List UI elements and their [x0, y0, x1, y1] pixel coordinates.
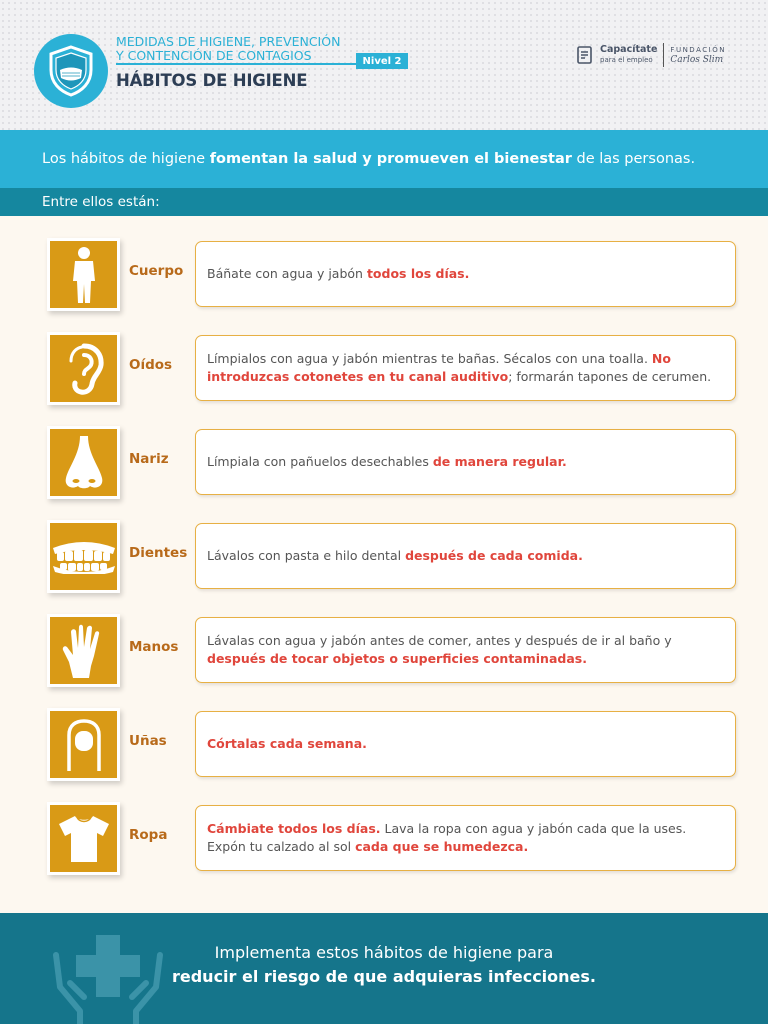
habit-description: [195, 429, 736, 495]
capacitate-logo: Capacítate para el empleo: [600, 44, 658, 64]
fundacion-logo: FUNDACIÓN Carlos Slim: [670, 46, 726, 65]
habit-row: [0, 235, 768, 315]
nail-icon: [47, 708, 120, 781]
highlight-text: No introduzcas cotonetes en tu canal auditivo: [207, 351, 671, 384]
habit-row: [0, 799, 768, 879]
person-icon: [47, 238, 120, 311]
partner-logos: [576, 42, 726, 68]
description-text: ; formarán tapones de cerumen.: [508, 369, 712, 384]
habit-label: Ropa: [129, 827, 168, 843]
highlight-text: Córtalas cada semana.: [207, 736, 367, 751]
page-header: [0, 0, 768, 130]
habit-row: [0, 517, 768, 597]
logo-divider: [663, 43, 664, 67]
habit-label: Manos: [129, 639, 179, 655]
highlight-text: todos los días.: [366, 266, 470, 281]
hand-icon: [47, 614, 120, 687]
capacitate-logo-icon: [576, 45, 594, 65]
habit-row: [0, 611, 768, 691]
habit-label: Dientes: [129, 545, 188, 561]
footer-line-1: Implementa estos hábitos de higiene para: [214, 943, 554, 962]
description-text: Lávalas con agua y jabón antes de comer, antes y después de ir al baño y: [207, 633, 672, 648]
habit-label: Nariz: [129, 451, 169, 467]
intro-subheading: Entre ellos están:: [0, 188, 768, 216]
habit-row: [0, 705, 768, 785]
habit-description: [195, 241, 736, 307]
shield-mask-icon: [34, 34, 108, 108]
description-text: Lávalos con pasta e hilo dental: [207, 548, 406, 563]
page-title: HÁBITOS DE HIGIENE: [116, 71, 308, 90]
habit-description: [195, 805, 736, 871]
highlight-text: de manera regular.: [432, 454, 567, 469]
header-divider: [116, 63, 356, 65]
ear-icon: [47, 332, 120, 405]
banner-text: Los hábitos de higiene fomentan la salud y promueven el bienestar de las personas.: [42, 151, 696, 167]
intro-banner: [0, 130, 768, 188]
highlight-text: después de tocar objetos o superficies contaminadas.: [207, 651, 587, 666]
footer-banner: [0, 913, 768, 1024]
nose-icon: [47, 426, 120, 499]
teeth-icon: [47, 520, 120, 593]
habit-label: Oídos: [129, 357, 173, 373]
description-text: Límpialos con agua y jabón mientras te bañas. Sécalos con una toalla.: [207, 351, 652, 366]
highlight-text: Cámbiate todos los días.: [207, 821, 381, 836]
header-subtitle: MEDIDAS DE HIGIENE, PREVENCIÓN Y CONTENCIÓN DE CONTAGIOS: [116, 34, 341, 63]
habit-label: Cuerpo: [129, 263, 184, 279]
habit-description: [195, 335, 736, 401]
habit-row: [0, 423, 768, 503]
footer-line-2: reducir el riesgo de que adquieras infecciones.: [171, 967, 596, 986]
shirt-icon: [47, 802, 120, 875]
highlight-text: cada que se humedezca.: [355, 839, 529, 854]
habit-description: [195, 523, 736, 589]
description-text: Límpiala con pañuelos desechables: [207, 454, 433, 469]
description-text: Lava la ropa con agua y jabón cada que la uses. Expón tu calzado al sol: [207, 821, 687, 854]
footer-message: [0, 941, 768, 989]
highlight-text: después de cada comida.: [405, 548, 583, 563]
description-text: Báñate con agua y jabón: [207, 266, 367, 281]
habit-label: Uñas: [129, 733, 167, 749]
habit-description: [195, 617, 736, 683]
level-badge: Nivel 2: [356, 53, 408, 69]
habit-row: [0, 329, 768, 409]
habit-description: [195, 711, 736, 777]
